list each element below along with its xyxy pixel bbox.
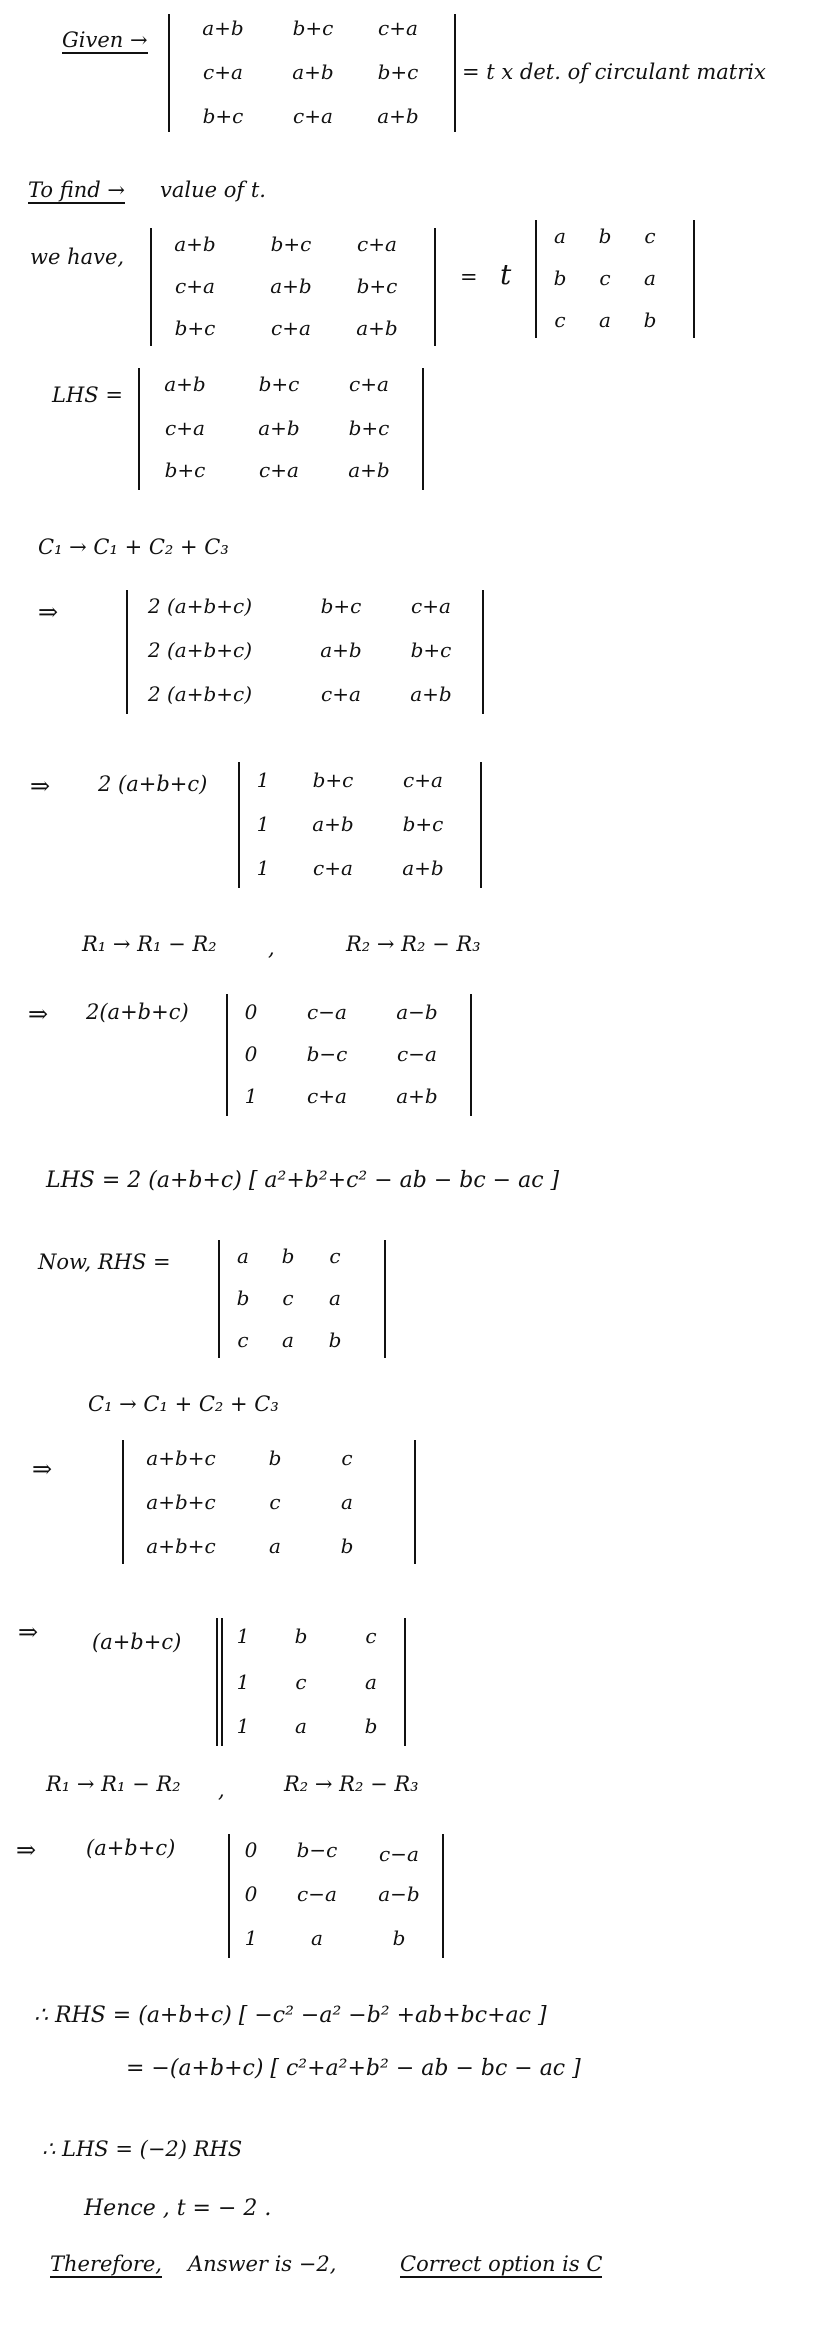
implies-symbol: ⇒ [30, 772, 51, 800]
implies-symbol: ⇒ [32, 1455, 53, 1483]
therefore-label: Therefore, [50, 2252, 162, 2276]
det-cell: a+b [292, 60, 334, 84]
to-find-text: value of t. [160, 178, 266, 202]
det-cell: b−c [306, 1042, 348, 1066]
step5-determinant [122, 1440, 418, 1566]
lhs-result: LHS = 2 (a+b+c) [ a²+b²+c² − ab − bc − ac ] [46, 1168, 560, 1193]
det-cell: c+a [175, 274, 215, 298]
det-cell: c−a [307, 1000, 347, 1024]
given-label: Given → [62, 28, 148, 52]
det-cell: a+b+c [146, 1490, 216, 1514]
det-cell: a+b [164, 372, 206, 396]
det-cell: b [598, 224, 612, 248]
det-cell: b+c [202, 104, 244, 128]
given-rhs-text: = t x det. of circulant matrix [462, 60, 766, 84]
row-operation-1: R₁ → R₁ − R₂ [82, 932, 217, 956]
det-cell: b [268, 1446, 282, 1470]
det-cell: a+b [270, 274, 312, 298]
det-cell: b+c [320, 594, 362, 618]
det-cell: a+b [377, 104, 419, 128]
step3-determinant [238, 762, 484, 890]
det-cell: a+b [410, 682, 452, 706]
det-cell: b [643, 308, 657, 332]
det-cell: 1 [244, 1084, 258, 1108]
det-cell: b+c [270, 232, 312, 256]
row-operation-2: R₂ → R₂ − R₃ [346, 932, 481, 956]
det-cell: a [599, 308, 611, 332]
det-cell: b+c [377, 60, 419, 84]
det-cell: a [311, 1926, 323, 1950]
det-cell: c [599, 266, 611, 290]
factor-text: 2(a+b+c) [86, 1000, 189, 1024]
factor-text: (a+b+c) [92, 1630, 182, 1654]
det-cell: 0 [244, 1042, 258, 1066]
row-operation-3: R₁ → R₁ − R₂ [46, 1772, 181, 1796]
rhs-result-line-2: = −(a+b+c) [ c²+a²+b² − ab − bc − ac ] [126, 2056, 581, 2081]
det-cell: a [341, 1490, 353, 1514]
det-cell: a+b [396, 1084, 438, 1108]
det-bar-left [126, 590, 128, 714]
det-cell: c+a [307, 1084, 347, 1108]
correct-option-text: Correct option is C [400, 2252, 603, 2276]
step7-determinant [228, 1834, 446, 1960]
det-cell: b [236, 1286, 250, 1310]
det-cell: 1 [256, 856, 270, 880]
det-cell: c [329, 1244, 341, 1268]
implies-symbol: ⇒ [38, 598, 59, 626]
det-bar-right [434, 228, 436, 346]
we-have-left-determinant [150, 228, 440, 348]
det-cell: 1 [236, 1714, 250, 1738]
det-cell: 1 [236, 1624, 250, 1648]
det-cell: a+b [312, 812, 354, 836]
det-bar-right [480, 762, 482, 888]
implies-symbol: ⇒ [18, 1618, 39, 1646]
equals-sign: = [460, 265, 478, 289]
det-cell: a−b [378, 1882, 420, 1906]
det-cell: c−a [297, 1882, 337, 1906]
det-bar-left [122, 1440, 124, 1564]
det-cell: c [644, 224, 656, 248]
comma: , [218, 1778, 225, 1802]
we-have-label: we have, [30, 245, 125, 269]
det-cell: c [269, 1490, 281, 1514]
det-bar-right [454, 14, 456, 132]
det-cell: b+c [258, 372, 300, 396]
now-rhs-label: Now, RHS = [38, 1250, 171, 1274]
det-cell: c+a [313, 856, 353, 880]
det-cell: c+a [349, 372, 389, 396]
det-cell: 1 [236, 1670, 250, 1694]
column-operation-1: C₁ → C₁ + C₂ + C₃ [38, 535, 229, 559]
det-cell: c [554, 308, 566, 332]
step2-determinant [126, 590, 486, 716]
det-cell: c+a [259, 458, 299, 482]
det-cell: c [237, 1328, 249, 1352]
det-cell: c+a [293, 104, 333, 128]
det-cell: a [269, 1534, 281, 1558]
det-cell: c+a [165, 416, 205, 440]
we-have-right-determinant [535, 220, 695, 340]
to-find-label: To find → [28, 178, 125, 202]
det-cell: a+b [348, 458, 390, 482]
det-cell: a+b+c [146, 1534, 216, 1558]
det-cell: b+c [292, 16, 334, 40]
det-cell: b [392, 1926, 406, 1950]
row-operation-4: R₂ → R₂ − R₃ [284, 1772, 419, 1796]
det-cell: a+b [202, 16, 244, 40]
det-cell: b [340, 1534, 354, 1558]
det-cell: a [295, 1714, 307, 1738]
det-cell: b−c [296, 1838, 338, 1862]
det-cell: 2 (a+b+c) [147, 594, 253, 618]
implies-symbol: ⇒ [16, 1836, 37, 1864]
answer-text: Answer is −2, [188, 2252, 337, 2276]
det-cell: a [554, 224, 566, 248]
det-cell: c [282, 1286, 294, 1310]
factor-text: 2 (a+b+c) [98, 772, 208, 796]
det-cell: c+a [203, 60, 243, 84]
conclusion-line: ∴ LHS = (−2) RHS [42, 2137, 243, 2161]
det-cell: a+b [258, 416, 300, 440]
det-cell: b [281, 1244, 295, 1268]
lhs-label: LHS = [52, 383, 123, 407]
det-cell: b+c [348, 416, 390, 440]
column-operation-2: C₁ → C₁ + C₂ + C₃ [88, 1392, 279, 1416]
det-cell: c [341, 1446, 353, 1470]
det-cell: 2 (a+b+c) [147, 682, 253, 706]
det-cell: b [364, 1714, 378, 1738]
det-cell: b+c [174, 316, 216, 340]
t-variable: t [500, 258, 512, 291]
det-cell: c+a [378, 16, 418, 40]
det-cell: b+c [402, 812, 444, 836]
det-cell: c+a [271, 316, 311, 340]
det-cell: b [328, 1328, 342, 1352]
step6-determinant [216, 1618, 408, 1748]
det-cell: 0 [244, 1838, 258, 1862]
det-cell: b+c [410, 638, 452, 662]
det-cell: a [644, 266, 656, 290]
rhs-determinant [218, 1240, 388, 1360]
det-cell: c−a [379, 1842, 419, 1866]
rhs-result-line-1: ∴ RHS = (a+b+c) [ −c² −a² −b² +ab+bc+ac ] [34, 2003, 547, 2028]
step4-determinant [226, 994, 472, 1118]
det-cell: a−b [396, 1000, 438, 1024]
given-determinant [168, 14, 458, 134]
det-cell: a [329, 1286, 341, 1310]
det-cell: c−a [397, 1042, 437, 1066]
det-cell: 1 [256, 812, 270, 836]
det-cell: 0 [244, 1000, 258, 1024]
det-cell: c+a [321, 682, 361, 706]
det-cell: 1 [244, 1926, 258, 1950]
det-cell: c [295, 1670, 307, 1694]
det-cell: a+b [356, 316, 398, 340]
det-cell: c+a [357, 232, 397, 256]
det-cell: a [365, 1670, 377, 1694]
det-cell: b+c [312, 768, 354, 792]
det-cell: b+c [356, 274, 398, 298]
det-cell: 0 [244, 1882, 258, 1906]
lhs-determinant [138, 368, 428, 492]
det-cell: a+b [174, 232, 216, 256]
det-cell: 1 [256, 768, 270, 792]
det-cell: c+a [403, 768, 443, 792]
det-bar-right [414, 1440, 416, 1564]
det-cell: c+a [411, 594, 451, 618]
det-cell: a+b+c [146, 1446, 216, 1470]
det-cell: a+b [320, 638, 362, 662]
comma: , [268, 936, 275, 960]
det-cell: c [365, 1624, 377, 1648]
det-cell: a [237, 1244, 249, 1268]
hence-line: Hence , t = − 2 . [84, 2196, 272, 2221]
det-cell: b [294, 1624, 308, 1648]
det-cell: 2 (a+b+c) [147, 638, 253, 662]
implies-symbol: ⇒ [28, 1000, 49, 1028]
factor-text: (a+b+c) [86, 1836, 176, 1860]
det-cell: b+c [164, 458, 206, 482]
det-cell: b [553, 266, 567, 290]
det-cell: a+b [402, 856, 444, 880]
det-cell: a [282, 1328, 294, 1352]
